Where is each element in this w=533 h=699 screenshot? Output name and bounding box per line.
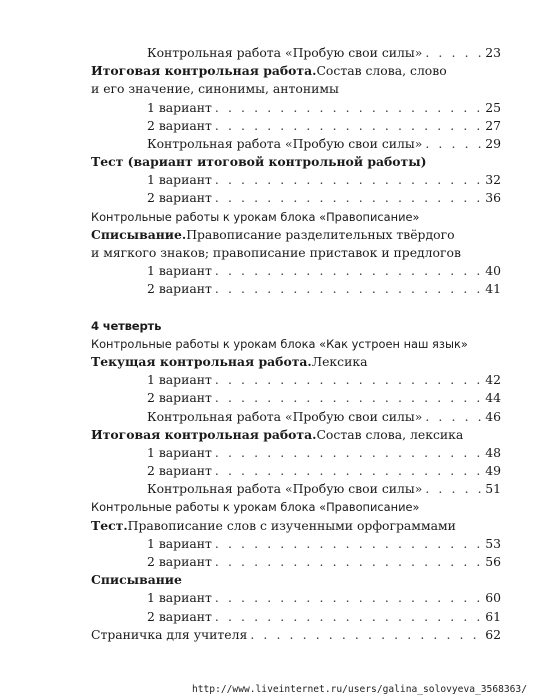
toc-page-number: 25 [485,99,501,115]
dot-leader [215,462,482,480]
toc-entry-title: 1 вариант [147,172,212,188]
section-heading-bold: Списывание [91,572,182,588]
source-url: http://www.liveinternet.ru/users/galina_solovyeva_3568363/ [191,684,527,695]
toc-entry [91,171,501,189]
toc-page-number: 41 [485,281,501,297]
block-title [91,499,501,517]
section-heading-continuation [91,244,501,262]
section-heading-bold: Итоговая контрольная работа. [91,63,317,79]
section-heading-bold: Тест (вариант итоговой контрольной работы) [91,154,427,170]
toc-entry-title: 2 вариант [147,463,212,479]
toc-page-number: 46 [485,408,501,424]
toc-entry [91,608,501,626]
dot-leader [215,117,482,135]
toc-entry-title: 1 вариант [147,444,212,460]
toc-page-number: 42 [485,372,501,388]
dot-leader [215,553,482,571]
dot-leader [215,171,482,189]
toc-entry [91,371,501,389]
toc-entry [91,535,501,553]
quarter-heading-text: 4 четверть [91,318,162,333]
continuation-text: и мягкого знаков; правописание приставок и предлогов [91,245,461,261]
section-heading [91,353,501,371]
dot-leader [215,608,482,626]
block-title-text: Контрольные работы к урокам блока «Как устроен наш язык» [91,336,468,351]
toc-entry [91,462,501,480]
section-heading [91,62,501,80]
block-title [91,335,501,353]
block-title-text: Контрольные работы к урокам блока «Правописание» [91,500,420,515]
dot-leader [425,44,482,62]
toc-entry [91,99,501,117]
dot-leader [425,408,482,426]
toc-entry-title: 2 вариант [147,281,212,297]
block-title [91,208,501,226]
toc-page-number: 40 [485,263,501,279]
toc-page-number: 29 [485,135,501,151]
toc-entry [91,389,501,407]
toc-entry-title: 2 вариант [147,390,212,406]
block-title-text: Контрольные работы к урокам блока «Правописание» [91,209,420,224]
toc-entry-title: 1 вариант [147,263,212,279]
toc-entry [91,480,501,498]
toc-entry-title: 2 вариант [147,117,212,133]
dot-leader [425,480,482,498]
toc-page-number: 51 [485,481,501,497]
section-heading-bold: Списывание. [91,226,187,242]
toc-entry-title: Страничка для учителя [91,626,248,642]
toc-entry-title: 1 вариант [147,99,212,115]
toc-page-number: 49 [485,463,501,479]
dot-leader [215,99,482,117]
toc-entry [91,135,501,153]
toc-page-number: 60 [485,590,501,606]
dot-leader [215,189,482,207]
toc-page-number: 62 [485,626,501,642]
toc-entry [91,44,501,62]
toc-entry-title: Контрольная работа «Пробую свои силы» [147,408,423,424]
toc-page-number: 53 [485,535,501,551]
dot-leader [215,535,482,553]
section-heading-rest: Лексика [311,353,368,369]
toc-entry [91,553,501,571]
section-heading-rest: Состав слова, слово [316,63,447,79]
toc-entry [91,190,501,208]
section-heading [91,226,501,244]
toc-entry-title: Контрольная работа «Пробую свои силы» [147,135,423,151]
quarter-heading [91,317,501,335]
toc-entry-title: 1 вариант [147,590,212,606]
dot-leader [215,280,482,298]
continuation-text: и его значение, синонимы, антонимы [91,81,339,97]
section-heading [91,426,501,444]
toc-entry-title: Контрольная работа «Пробую свои силы» [147,481,423,497]
section-heading-rest: Правописание разделительных твёрдого [186,226,455,242]
toc-page-number: 32 [485,172,501,188]
toc-entry-title: 1 вариант [147,372,212,388]
toc-entry-title: 2 вариант [147,608,212,624]
section-heading [91,153,501,171]
dot-leader [215,371,482,389]
toc-page-number: 27 [485,117,501,133]
toc-entry [91,262,501,280]
toc-page-number: 61 [485,608,501,624]
section-heading-continuation [91,80,501,98]
toc-page-number: 23 [485,44,501,60]
dot-leader [215,389,482,407]
toc-entry-title: 1 вариант [147,535,212,551]
toc-entry-title: 2 вариант [147,190,212,206]
section-heading-bold: Тест. [91,517,128,533]
section-heading-rest: Состав слова, лексика [316,426,464,442]
dot-leader [215,262,482,280]
toc-entry [91,408,501,426]
toc-entry-title: 2 вариант [147,554,212,570]
section-heading-rest: Правописание слов с изученными орфограммами [127,517,456,533]
dot-leader [425,135,482,153]
toc-page-number: 44 [485,390,501,406]
toc-entry-title: Контрольная работа «Пробую свои силы» [147,44,423,60]
toc-entry [91,589,501,607]
section-heading [91,571,501,589]
dot-leader [250,626,482,644]
toc-page-number: 48 [485,444,501,460]
toc-entry [91,444,501,462]
toc-entry [91,280,501,298]
toc-entry [91,117,501,135]
table-of-contents [91,44,501,644]
section-heading-bold: Текущая контрольная работа. [91,353,312,369]
section-heading-bold: Итоговая контрольная работа. [91,426,317,442]
toc-page-number: 36 [485,190,501,206]
dot-leader [215,589,482,607]
toc-page-number: 56 [485,554,501,570]
section-heading [91,517,501,535]
toc-entry [91,626,501,644]
dot-leader [215,444,482,462]
